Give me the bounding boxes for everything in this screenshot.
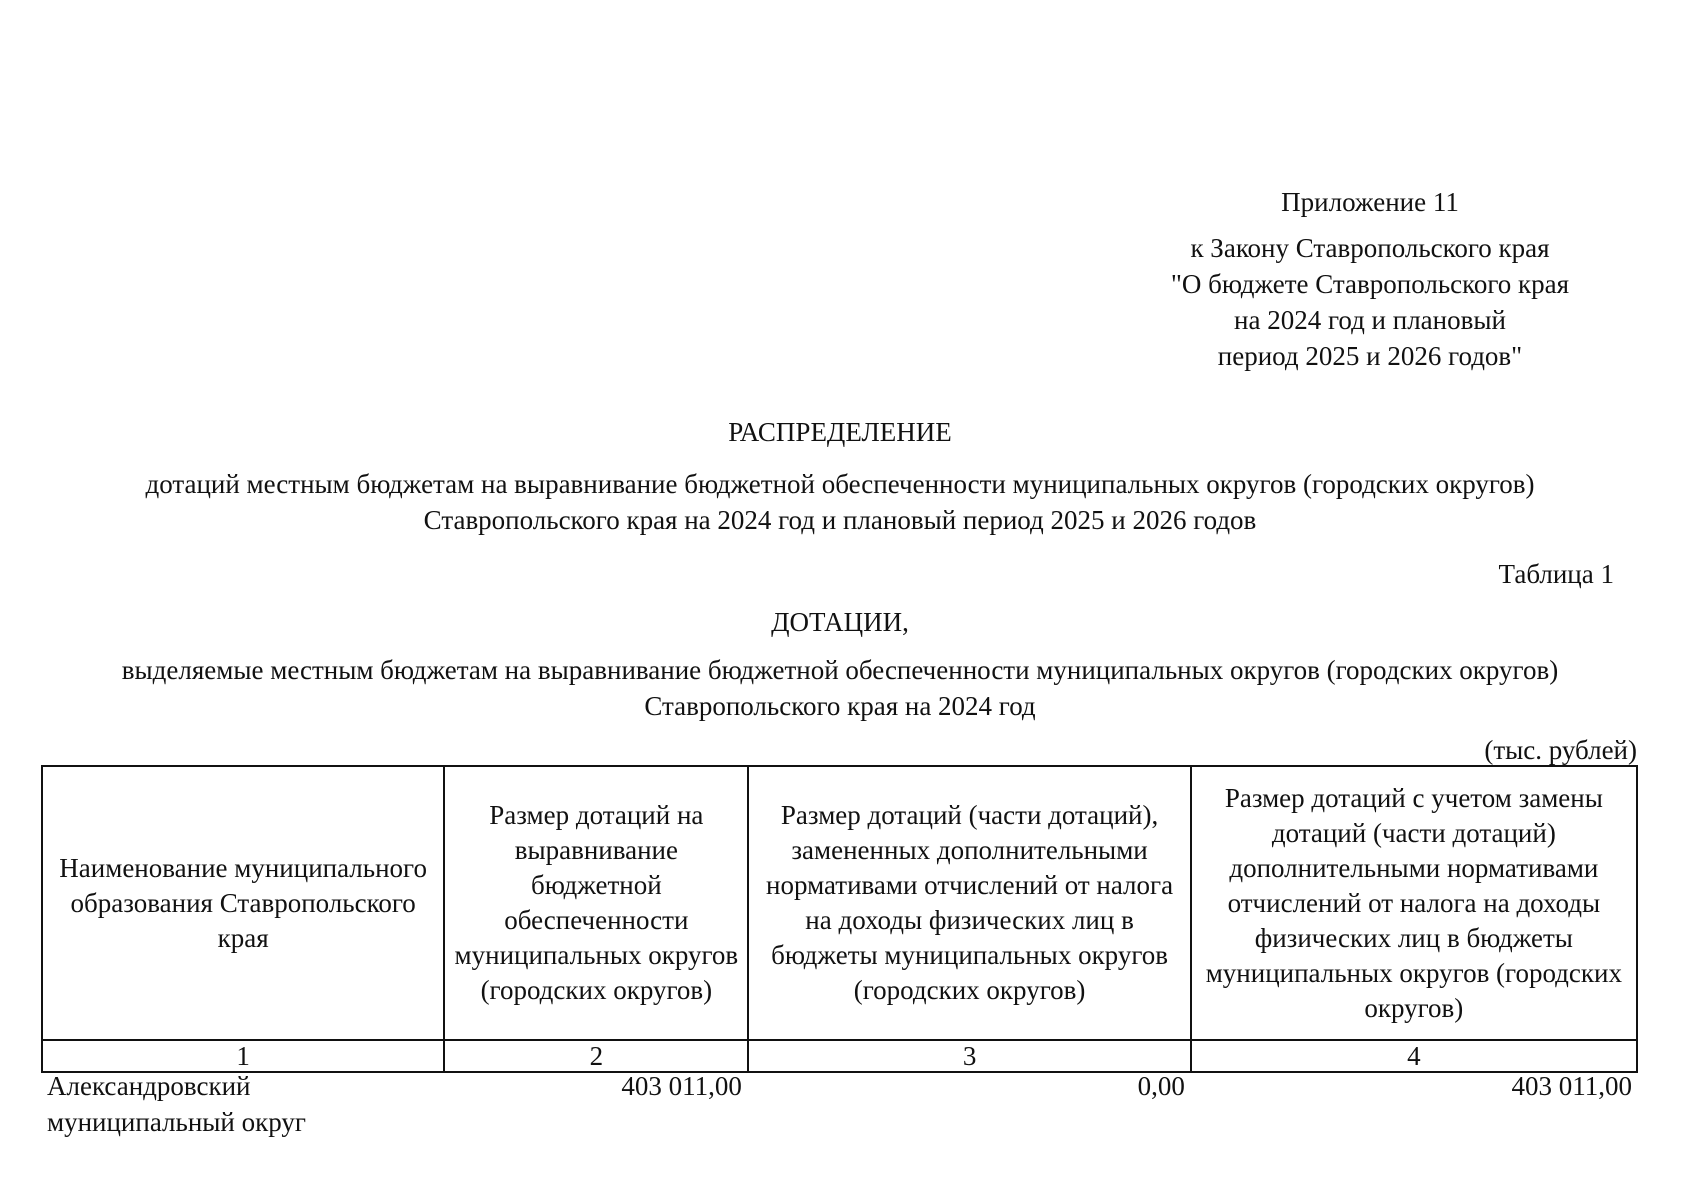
- subsidy-value: 403 011,00: [621, 1071, 742, 1101]
- annex-line: на 2024 год и плановый: [1234, 305, 1506, 335]
- annex-title: Приложение 11: [1281, 187, 1459, 217]
- annex-line: "О бюджете Ставропольского края: [1170, 269, 1570, 299]
- replaced-subsidy-value: 0,00: [1137, 1071, 1185, 1101]
- distribution-title: РАСПРЕДЕЛЕНИЕ: [728, 417, 952, 447]
- column-number: 4: [1191, 1040, 1637, 1072]
- subsidies-table: [41, 765, 1638, 1073]
- annex-line: период 2025 и 2026 годов": [1217, 341, 1523, 371]
- subsidies-subtitle: [40, 652, 1640, 724]
- municipality-name: Александровский муниципальный округ: [47, 1071, 306, 1137]
- column-number: 2: [444, 1040, 748, 1072]
- final-subsidy-value: 403 011,00: [1511, 1071, 1632, 1101]
- table-row: [41, 1068, 1638, 1140]
- units-label: (тыс. рублей): [1484, 735, 1637, 765]
- header-cell-name: Наименование муниципального образования Ставропольского края: [42, 766, 444, 1040]
- distribution-subtitle-line: Ставропольского края на 2024 год и плановый период 2025 и 2026 годов: [423, 505, 1257, 535]
- distribution-subtitle: [40, 466, 1640, 538]
- header-cell-subsidy-size: Размер дотаций на выравнивание бюджетной обеспеченности муниципальных округов (городских округов): [444, 766, 748, 1040]
- column-number: 3: [748, 1040, 1190, 1072]
- distribution-subtitle-line: дотаций местным бюджетам на выравнивание бюджетной обеспеченности муниципальных округов (городских округов): [145, 469, 1535, 499]
- subsidies-subtitle-line: выделяемые местным бюджетам на выравнивание бюджетной обеспеченности муниципальных округов (городских округов): [121, 655, 1559, 685]
- column-number: 1: [42, 1040, 444, 1072]
- subsidies-subtitle-line: Ставропольского края на 2024 год: [644, 691, 1036, 721]
- annex-line: к Закону Ставропольского края: [1190, 233, 1550, 263]
- table-label: Таблица 1: [1498, 559, 1614, 589]
- header-cell-subsidy-with-replacement: Размер дотаций с учетом замены дотаций (части дотаций) дополнительными нормативами отчислений от налога на доходы физических лиц в бюджеты муниципальных округов (городских округов): [1191, 766, 1637, 1040]
- header-cell-replaced-subsidy: Размер дотаций (части дотаций), замененных дополнительными нормативами отчислений от налога на доходы физических лиц в бюджеты муниципальных округов (городских округов): [748, 766, 1190, 1040]
- table-header-row: [42, 766, 1637, 1040]
- subsidies-data-table: [41, 1068, 1638, 1140]
- subsidies-title: ДОТАЦИИ,: [771, 607, 909, 637]
- annex-block: [1080, 184, 1660, 374]
